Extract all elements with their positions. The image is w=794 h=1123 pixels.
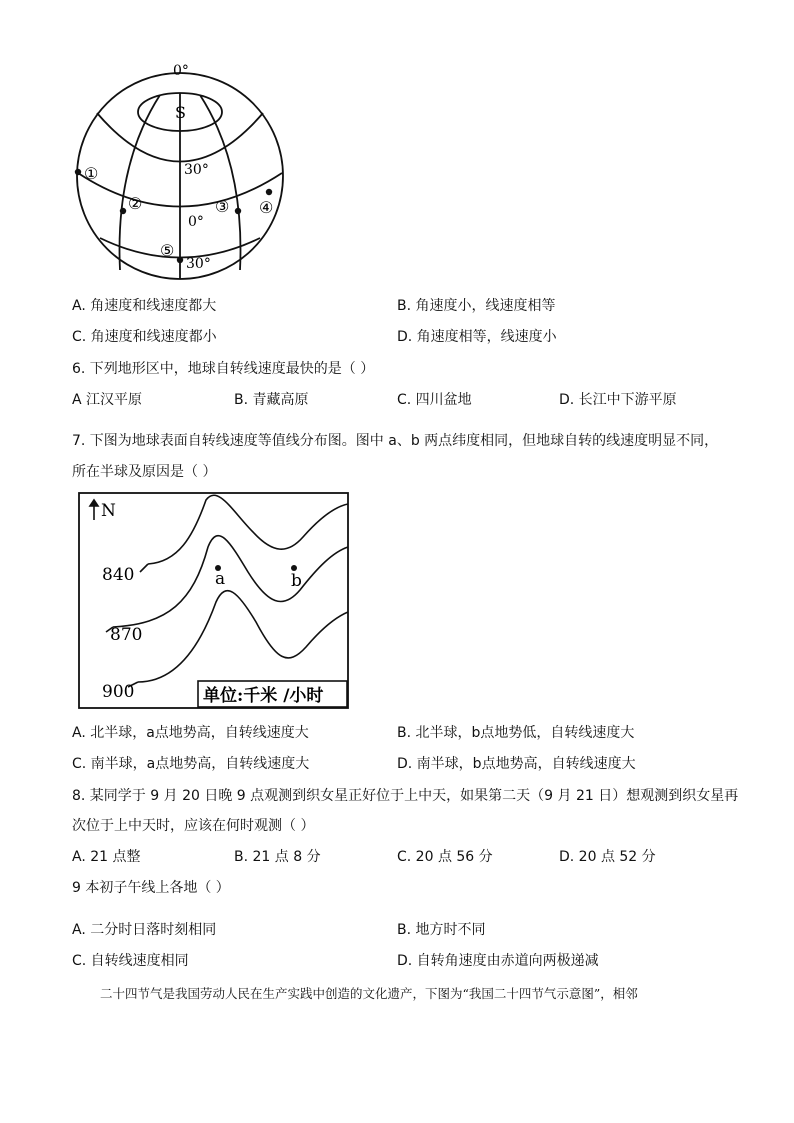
q6-option-d[interactable]: D. 长江中下游平原 — [559, 392, 677, 408]
point-3-dot — [235, 208, 241, 214]
globe-top-label: 0° — [173, 63, 189, 79]
q8-stem-line1: 8. 某同学于 9 月 20 日晚 9 点观测到织女星正好位于上中天，如果第二天（9 月 21 日）想观测到织女星再 — [72, 788, 739, 804]
contour-label-840: 840 — [102, 565, 135, 585]
q8-option-c[interactable]: C. 20 点 56 分 — [397, 849, 493, 865]
q6-option-c[interactable]: C. 四川盆地 — [397, 392, 472, 408]
q5-option-a[interactable]: A. 角速度和线速度都大 — [72, 298, 217, 314]
q7-option-c[interactable]: C. 南半球，a点地势高，自转线速度大 — [72, 756, 310, 772]
q8-option-b[interactable]: B. 21 点 8 分 — [234, 849, 321, 865]
globe-point-5-label: ⑤ — [160, 241, 175, 260]
globe-pole-label: S — [175, 103, 186, 122]
q7-stem-line1: 7. 下图为地球表面自转线速度等值线分布图。图中 a、b 两点纬度相同，但地球自转的线速度明显不同， — [72, 433, 719, 449]
point-4-dot — [266, 189, 272, 195]
q9-option-b[interactable]: B. 地方时不同 — [397, 922, 486, 938]
q8-option-d[interactable]: D. 20 点 52 分 — [559, 849, 656, 865]
q7-option-b[interactable]: B. 北半球，b点地势低，自转线速度大 — [397, 725, 635, 741]
q7-option-a[interactable]: A. 北半球，a点地势高，自转线速度大 — [72, 725, 309, 741]
point-5-dot — [177, 257, 183, 263]
globe-lat-0: 0° — [188, 214, 204, 230]
q7-stem-line2: 所在半球及原因是（ ） — [72, 464, 217, 480]
globe-diagram — [60, 55, 300, 285]
q5-option-b[interactable]: B. 角速度小，线速度相等 — [397, 298, 556, 314]
q6-option-a[interactable]: A 江汉平原 — [72, 392, 143, 408]
q5-option-c[interactable]: C. 角速度和线速度都小 — [72, 329, 217, 345]
q6-option-b[interactable]: B. 青藏高原 — [234, 392, 309, 408]
globe-point-2-label: ② — [128, 194, 143, 213]
contour-label-900: 900 — [102, 682, 135, 702]
footer-intro-text: 二十四节气是我国劳动人民在生产实践中创造的文化遗产，下图为“我国二十四节气示意图”，相邻 — [100, 986, 638, 1001]
q7-option-d[interactable]: D. 南半球，b点地势高，自转线速度大 — [397, 756, 636, 772]
q6-stem: 6. 下列地形区中，地球自转线速度最快的是（ ） — [72, 361, 375, 377]
contour-north-label: N — [101, 501, 116, 521]
contour-point-a-label: a — [215, 569, 226, 589]
q9-option-d[interactable]: D. 自转角速度由赤道向两极递减 — [397, 953, 599, 969]
contour-label-870: 870 — [110, 625, 143, 645]
globe-lat-30-upper: 30° — [184, 162, 209, 178]
point-2-dot — [120, 208, 126, 214]
q5-option-d[interactable]: D. 角速度相等，线速度小 — [397, 329, 557, 345]
q9-stem: 9 本初子午线上各地（ ） — [72, 880, 230, 896]
globe-point-4-label: ④ — [259, 198, 274, 217]
globe-point-3-label: ③ — [215, 197, 230, 216]
contour-map — [78, 492, 350, 710]
globe-lat-30-lower: 30° — [186, 256, 211, 272]
q9-option-a[interactable]: A. 二分时日落时刻相同 — [72, 922, 217, 938]
q8-stem-line2: 次位于上中天时，应该在何时观测（ ） — [72, 818, 315, 834]
contour-unit-label: 单位:千米 /小时 — [203, 686, 324, 706]
globe-point-1-label: ① — [84, 164, 99, 183]
point-1-dot — [75, 169, 81, 175]
contour-point-b-label: b — [291, 571, 302, 591]
q9-option-c[interactable]: C. 自转线速度相同 — [72, 953, 189, 969]
q8-option-a[interactable]: A. 21 点整 — [72, 849, 141, 865]
